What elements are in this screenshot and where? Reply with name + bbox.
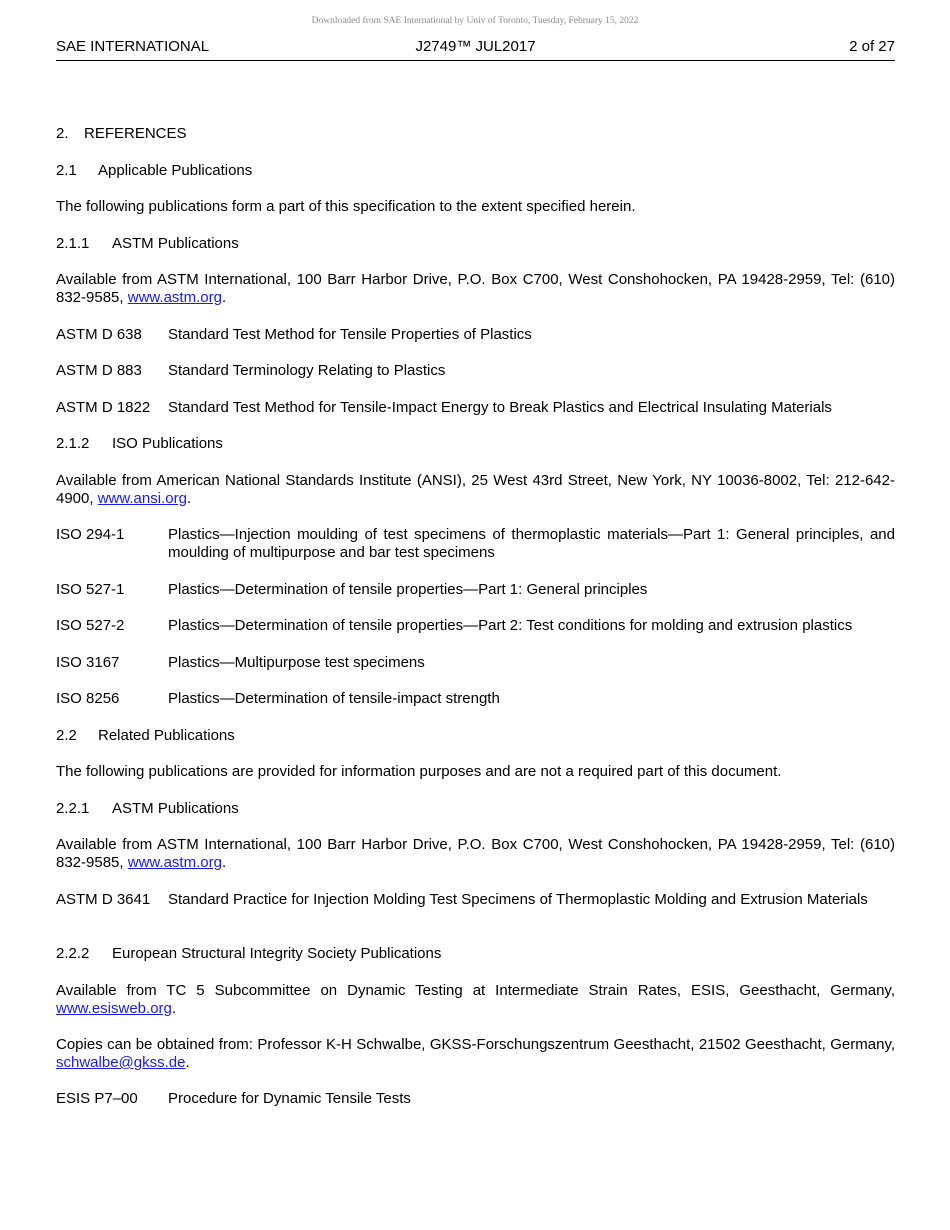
- astm-link[interactable]: www.astm.org: [127, 854, 222, 871]
- reference-title: Plastics—Determination of tensile-impact strength: [168, 690, 500, 707]
- email-link[interactable]: schwalbe@gkss.de: [56, 1054, 186, 1071]
- reference-code: ESIS P7–00: [56, 1090, 138, 1107]
- period: .: [221, 854, 227, 871]
- header-doc-id: J2749™ JUL2017: [415, 38, 536, 55]
- reference-code: ISO 527-1: [56, 581, 125, 598]
- reference-title: Plastics—Determination of tensile properties—Part 1: General principles: [168, 581, 648, 598]
- copies-text: Copies can be obtained from: Professor K-H Schwalbe, GKSS-Forschungszentrum Geesthacht, 21502 Geesthacht, Germany,: [56, 1036, 895, 1053]
- section-title: ASTM Publications: [112, 800, 239, 817]
- section-2-2-heading: [56, 727, 895, 745]
- reference-code: ASTM D 3641: [56, 891, 151, 908]
- reference-code: ISO 8256: [56, 690, 120, 707]
- section-number: 2.1: [56, 162, 77, 179]
- reference-code: ASTM D 883: [56, 362, 142, 379]
- availability-text: Available from ASTM International, 100 Barr Harbor Drive, P.O. Box C700, West Conshohocken, PA 19428-2959, Tel: (610) 832-9585,: [56, 271, 895, 306]
- esis-availability-paragraph: [56, 982, 895, 1018]
- reference-entry: [56, 891, 895, 927]
- esis-link[interactable]: www.esisweb.org: [56, 1000, 172, 1017]
- astm-availability-paragraph: [56, 836, 895, 872]
- section-number: 2.: [56, 125, 69, 142]
- paragraph-applicable: The following publications form a part of this specification to the extent specified herein.: [56, 198, 636, 215]
- section-title: ISO Publications: [112, 435, 223, 452]
- availability-text: Available from American National Standards Institute (ANSI), 25 West 43rd Street, New York, NY 10036-8002, Tel: 212-642-4900,: [56, 472, 895, 507]
- paragraph-related: The following publications are provided for information purposes and are not a required part of this document.: [56, 763, 782, 780]
- reference-code: ISO 527-2: [56, 617, 125, 634]
- section-number: 2.2: [56, 727, 77, 744]
- section-title: REFERENCES: [84, 125, 187, 142]
- header-page-number: 2 of 27: [849, 38, 895, 55]
- reference-code: ISO 294-1: [56, 526, 125, 543]
- section-title: Applicable Publications: [98, 162, 253, 179]
- reference-entry: [56, 654, 895, 672]
- reference-title: Plastics—Injection moulding of test specimens of thermoplastic materials—Part 1: General principles, and moulding of multipurpose and bar test specimens: [168, 526, 895, 561]
- period: .: [186, 490, 192, 507]
- section-2-1-heading: [56, 162, 895, 180]
- download-watermark: Downloaded from SAE International by Univ of Toronto, Tuesday, February 15, 2022: [311, 16, 639, 26]
- reference-title: Plastics—Multipurpose test specimens: [168, 654, 425, 671]
- availability-text: Available from TC 5 Subcommittee on Dynamic Testing at Intermediate Strain Rates, ESIS, Geesthacht, Germany,: [56, 982, 895, 999]
- reference-entry: [56, 617, 895, 635]
- reference-title: Standard Practice for Injection Molding Test Specimens of Thermoplastic Molding and Extrusion Materials: [168, 891, 868, 908]
- section-2-2-1-heading: [56, 800, 895, 818]
- reference-entry: [56, 399, 895, 417]
- section-title: Related Publications: [98, 727, 235, 744]
- reference-title: Procedure for Dynamic Tensile Tests: [168, 1090, 411, 1107]
- page-header: [56, 38, 895, 61]
- availability-text: Available from ASTM International, 100 Barr Harbor Drive, P.O. Box C700, West Conshohocken, PA 19428-2959, Tel: (610) 832-9585,: [56, 836, 895, 871]
- reference-entry: [56, 690, 895, 708]
- reference-entry: [56, 1090, 895, 1108]
- reference-code: ASTM D 638: [56, 326, 142, 343]
- reference-title: Standard Test Method for Tensile-Impact Energy to Break Plastics and Electrical Insulating Materials: [168, 399, 832, 416]
- reference-title: Standard Terminology Relating to Plastics: [168, 362, 446, 379]
- section-2-2-2-heading: [56, 945, 895, 963]
- section-number: 2.1.2: [56, 435, 90, 452]
- header-org: SAE INTERNATIONAL: [56, 38, 210, 55]
- section-title: European Structural Integrity Society Publications: [112, 945, 442, 962]
- reference-entry: [56, 362, 895, 380]
- reference-code: ISO 3167: [56, 654, 120, 671]
- section-2-1-1-heading: [56, 235, 895, 253]
- section-number: 2.1.1: [56, 235, 90, 252]
- period: .: [185, 1054, 190, 1071]
- reference-title: Standard Test Method for Tensile Properties of Plastics: [168, 326, 532, 343]
- reference-title: Plastics—Determination of tensile properties—Part 2: Test conditions for molding and extrusion plastics: [168, 617, 853, 634]
- reference-entry: [56, 526, 895, 562]
- reference-code: ASTM D 1822: [56, 399, 151, 416]
- period: .: [171, 1000, 177, 1017]
- astm-link[interactable]: www.astm.org: [127, 289, 222, 306]
- period: .: [221, 289, 227, 306]
- section-number: 2.2.2: [56, 945, 90, 962]
- section-number: 2.2.1: [56, 800, 90, 817]
- ansi-link[interactable]: www.ansi.org: [97, 490, 187, 507]
- section-2-heading: [56, 125, 895, 143]
- reference-entry: [56, 326, 895, 344]
- section-title: ASTM Publications: [112, 235, 239, 252]
- section-2-1-2-heading: [56, 435, 895, 453]
- copies-paragraph: [56, 1036, 895, 1072]
- astm-availability-paragraph: [56, 271, 895, 307]
- reference-entry: [56, 581, 895, 599]
- ansi-availability-paragraph: [56, 472, 895, 508]
